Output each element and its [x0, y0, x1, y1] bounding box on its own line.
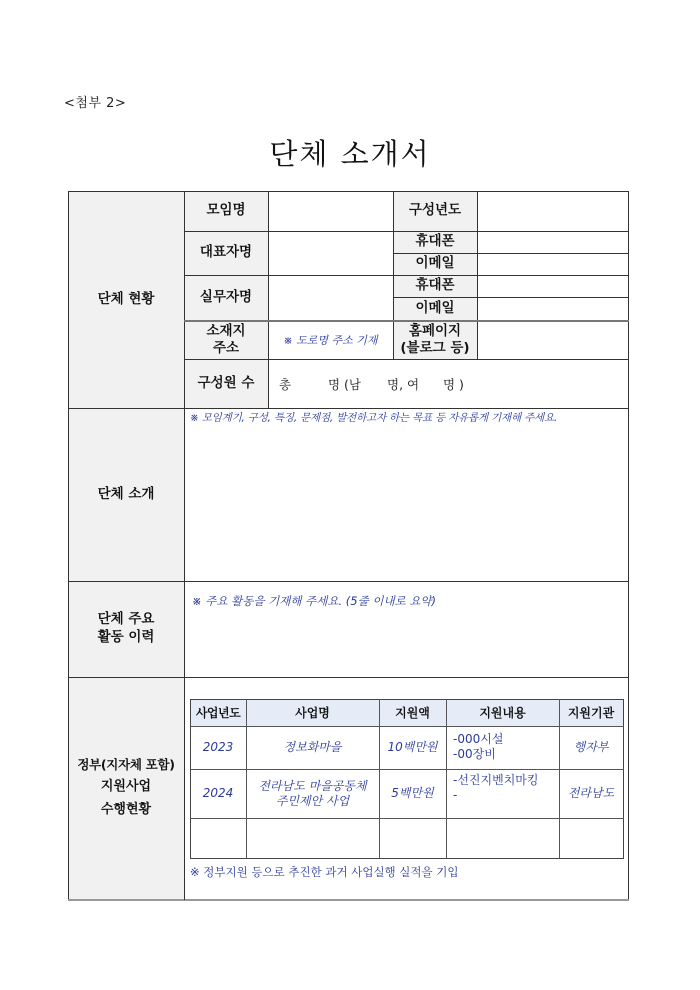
field-label: 구성년도 [408, 202, 462, 219]
section-label-text: 단체 현황 [97, 290, 155, 307]
field-label: 홈페이지 [408, 322, 462, 339]
column-header: 사업명 [295, 706, 330, 720]
page-title: 단체 소개서 [269, 137, 431, 171]
divider [68, 581, 629, 582]
cell-value: -선진지벤치마킹 [453, 773, 539, 787]
column-header: 지원기관 [567, 706, 615, 720]
column-header: 사업년도 [195, 706, 241, 720]
field-label: 구성원 수 [197, 374, 255, 391]
cell-value: 정보화마을 [283, 740, 342, 754]
activity-hint: ※ 주요 활동을 기재해 주세요. (5줄 이내로 요약) [192, 594, 437, 608]
field-label: 이메일 [415, 299, 455, 316]
support-note: ※ 정부지원 등으로 추진한 과거 사업실행 실적을 기입 [190, 865, 459, 879]
divider [184, 191, 185, 900]
divider [68, 677, 629, 678]
divider [68, 899, 629, 901]
attachment-label: <첨부 2> [64, 96, 127, 111]
divider [268, 191, 269, 408]
section-label-text: 활동 이력 [97, 629, 155, 645]
field-label: (블로그 등) [400, 339, 470, 356]
divider [393, 297, 629, 298]
cell-value: 행자부 [573, 740, 609, 754]
field-label: 휴대폰 [415, 233, 455, 250]
cell-value: 전라남도 [567, 786, 615, 800]
cell-value: 5백만원 [391, 786, 434, 800]
field-label: 소재지 [206, 322, 246, 339]
divider [184, 231, 629, 232]
divider [184, 359, 629, 360]
column-header: 지원액 [395, 706, 430, 720]
cell-value: -000시설 [453, 732, 504, 746]
section-label-text: 정부(지자체 포함) [77, 757, 175, 773]
column-header: 지원내용 [479, 706, 526, 720]
section-label-text: 단체 주요 [97, 611, 155, 628]
intro-hint: ※ 모임계기, 구성, 특징, 문제점, 발전하고자 하는 목표 등 자유롭게 기재해 주세요. [190, 412, 558, 424]
divider [68, 408, 629, 409]
address-hint: ※ 도로명 주소 기재 [283, 333, 378, 347]
field-label: 이메일 [415, 255, 455, 272]
divider [393, 253, 629, 254]
field-label: 실무자명 [199, 288, 253, 305]
members-total-prefix: 총 [279, 376, 292, 392]
field-label: 주소 [212, 339, 240, 356]
cell-value: 10백만원 [387, 740, 438, 754]
divider [184, 320, 629, 322]
section-label-text: 지원사업 [100, 779, 152, 795]
cell-value: 주민제안 사업 [275, 793, 350, 808]
cell-value: 전라남도 마을공동체 [258, 778, 367, 793]
field-label: 대표자명 [199, 244, 253, 261]
field-label: 휴대폰 [415, 277, 455, 294]
members-male-unit: 명, 여 [387, 376, 420, 392]
cell-value: 2024 [202, 786, 234, 800]
divider [184, 275, 629, 276]
cell-value: 2023 [202, 740, 234, 754]
section-label-text: 단체 소개 [97, 485, 155, 502]
cell-value: - [453, 788, 458, 802]
members-total-unit: 명 (남 [328, 376, 362, 392]
field-label: 모임명 [206, 202, 246, 219]
cell-value: -00장비 [453, 747, 496, 761]
section-label-text: 수행현황 [100, 801, 152, 817]
members-female-unit: 명 ) [443, 376, 464, 392]
